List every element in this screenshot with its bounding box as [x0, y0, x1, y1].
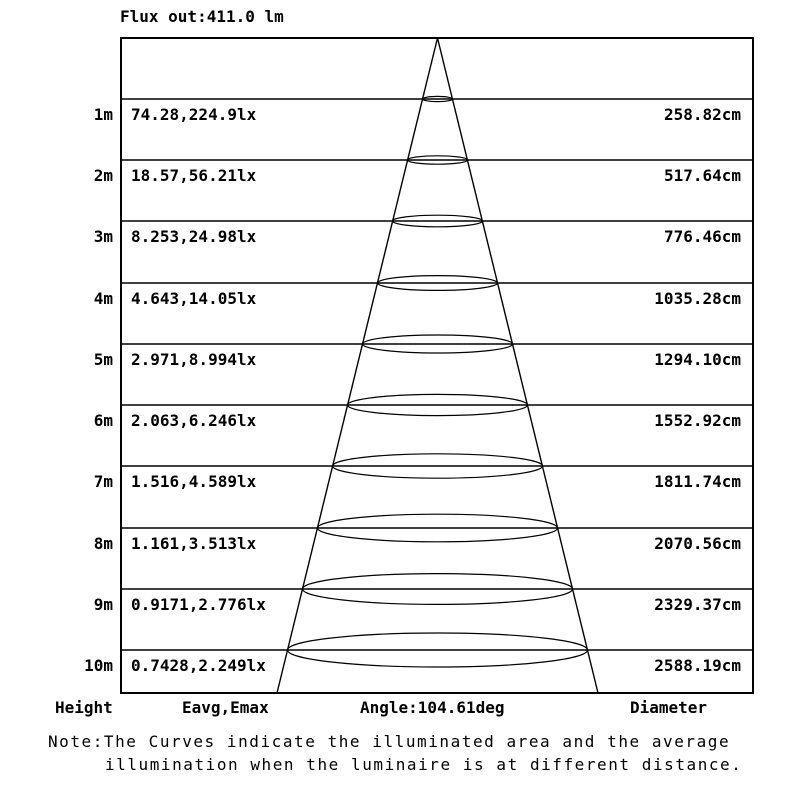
row-eavg-emax: 1.161,3.513lx — [131, 534, 257, 553]
row-eavg-emax: 74.28,224.9lx — [131, 105, 257, 124]
footer-diameter-label: Diameter — [630, 698, 708, 717]
row-height-label: 1m — [93, 105, 113, 124]
row-diameter: 1294.10cm — [654, 350, 741, 369]
row-height-label: 3m — [93, 227, 113, 246]
row-height-label: 8m — [93, 534, 113, 553]
row-diameter: 1035.28cm — [654, 289, 741, 308]
row-diameter: 517.64cm — [663, 166, 741, 185]
note-line-2: illumination when the luminaire is at different distance. — [105, 755, 743, 774]
row-eavg-emax: 1.516,4.589lx — [131, 472, 257, 491]
beam-cone — [277, 38, 598, 693]
row-diameter: 776.46cm — [663, 227, 741, 246]
row-height-label: 7m — [93, 472, 113, 491]
row-diameter: 2070.56cm — [654, 534, 741, 553]
row-height-label: 5m — [93, 350, 113, 369]
row-eavg-emax: 0.9171,2.776lx — [131, 595, 266, 614]
note-line-1: Note:The Curves indicate the illuminated area and the average — [48, 732, 731, 751]
row-height-label: 9m — [93, 595, 113, 614]
row-height-label: 10m — [84, 656, 113, 675]
footer-height-label: Height — [55, 698, 113, 717]
row-eavg-emax: 2.971,8.994lx — [131, 350, 257, 369]
row-diameter: 1811.74cm — [654, 472, 741, 491]
row-height-label: 4m — [93, 289, 113, 308]
beam-ellipses — [288, 96, 588, 667]
row-diameter: 2588.19cm — [654, 656, 741, 675]
row-diameter: 1552.92cm — [654, 411, 741, 430]
row-eavg-emax: 2.063,6.246lx — [131, 411, 257, 430]
flux-title: Flux out:411.0 lm — [120, 7, 284, 26]
row-eavg-emax: 18.57,56.21lx — [131, 166, 257, 185]
footer-angle-label: Angle:104.61deg — [360, 698, 505, 717]
footer-eavg-emax-label: Eavg,Emax — [182, 698, 269, 717]
row-eavg-emax: 8.253,24.98lx — [131, 227, 257, 246]
row-eavg-emax: 0.7428,2.249lx — [131, 656, 266, 675]
row-diameter: 258.82cm — [663, 105, 741, 124]
row-diameter: 2329.37cm — [654, 595, 741, 614]
row-height-label: 6m — [93, 411, 113, 430]
row-eavg-emax: 4.643,14.05lx — [131, 289, 257, 308]
row-height-label: 2m — [93, 166, 113, 185]
